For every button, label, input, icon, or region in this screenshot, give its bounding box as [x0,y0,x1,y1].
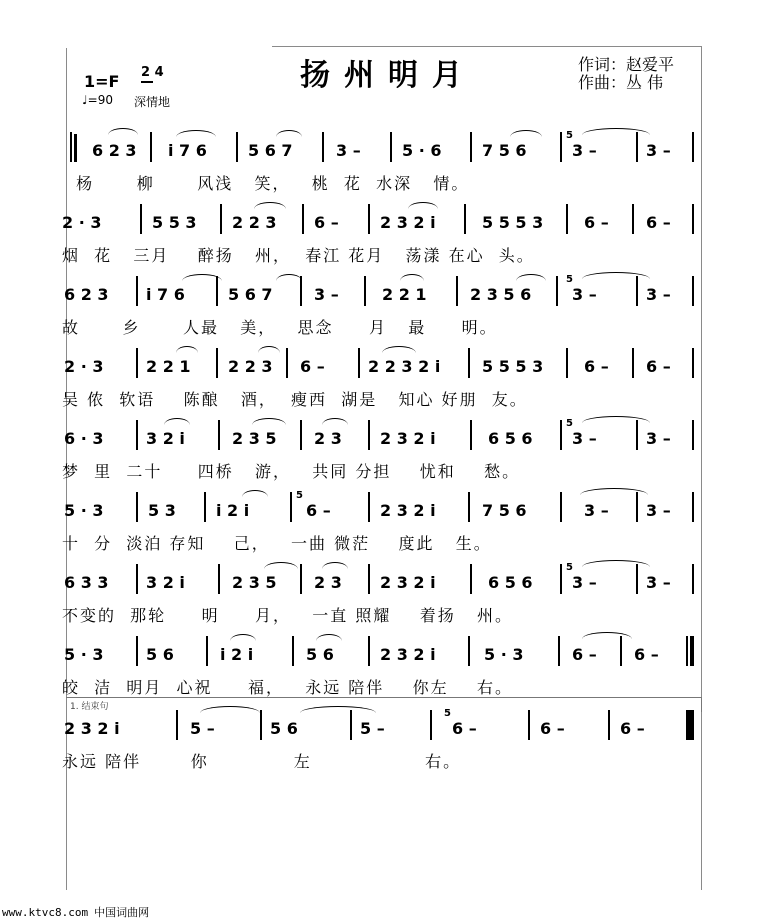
measure-notes: 3 – [646,141,671,160]
bar-line [300,420,302,450]
measure-notes: 2 3 5 6 [470,285,532,304]
slur-mark [582,416,650,423]
measure-notes: i 2 i [216,501,250,520]
measure-notes: 3 – [584,501,609,520]
time-signature-top: 2 [141,65,151,80]
bar-line [260,710,262,740]
slur-mark [276,274,302,281]
measure-notes: 2 · 3 [64,357,104,376]
measure-notes: 3 – [646,501,671,520]
measure-notes: 6 2 3 [64,285,109,304]
lyrics-line: 十 分 淡泊 存知 己， 一曲 微茫 度此 生。 [62,534,492,553]
bar-line [566,348,568,378]
measure-notes: 6 · 3 [64,429,104,448]
slur-mark [264,562,298,569]
measure-notes: 6 5 6 [488,573,533,592]
measure-notes: 5 5 3 [152,213,197,232]
slur-mark [316,634,342,641]
time-signature-bottom: 4 [154,65,164,80]
slur-mark [176,130,216,137]
bar-line [136,420,138,450]
slur-mark [258,346,280,353]
score-frame-top [272,46,702,47]
slur-mark [516,274,546,281]
notation-line [0,272,766,312]
bar-line [528,710,530,740]
grace-note: 5 [566,130,573,141]
lyricist-credit: 作词：赵爱平 [578,55,675,74]
bar-line [608,710,610,740]
repeat-end-sign [690,636,694,666]
bar-line [218,564,220,594]
bar-line [176,710,178,740]
measure-notes: 6 2 3 [92,141,137,160]
lyrics-line: 吴 侬 软语 陈酿 酒， 瘦西 湖是 知心 好朋 友。 [62,390,528,409]
bar-line [556,276,558,306]
bar-line [136,636,138,666]
slur-mark [164,418,190,425]
measure-notes: 3 – [572,141,597,160]
measure-notes: 6 – [452,719,477,738]
lyrics-line: 不变的 那轮 明 月， 一直 照耀 着扬 州。 [62,606,513,625]
slur-mark [230,634,256,641]
bar-line [692,132,694,162]
slur-mark [580,488,648,495]
notation-line [0,560,766,600]
measure-notes: 2 3 2 i [380,645,436,664]
measure-notes: 3 – [314,285,339,304]
bar-line [368,420,370,450]
bar-line [468,348,470,378]
measure-notes: 3 2 i [146,573,185,592]
bar-line [692,276,694,306]
bar-line [368,636,370,666]
song-title: 扬州明月 [300,58,476,93]
bar-line [636,564,638,594]
measure-notes: 5 6 [146,645,174,664]
measure-notes: 6 – [540,719,565,738]
bar-line [350,710,352,740]
staff-row [0,272,766,342]
bar-line [636,276,638,306]
lyrics-line: 皎 洁 明月 心祝 福， 永远 陪伴 你左 右。 [62,678,513,697]
measure-notes: 5 6 7 [228,285,273,304]
measure-notes: 6 – [620,719,645,738]
grace-note: 5 [296,490,303,501]
slur-mark [276,130,302,137]
measure-notes: 5 · 3 [64,645,104,664]
slur-mark [242,490,268,497]
lyrics-line: 永远 陪伴 你 左 右。 [62,752,462,771]
bar-line [692,710,694,740]
grace-note: 5 [444,708,451,719]
staff-row [0,560,766,630]
measure-notes: 2 2 1 [382,285,427,304]
measure-notes: 5 5 5 3 [482,213,544,232]
slur-mark [582,560,650,567]
measure-notes: 7 5 6 [482,501,527,520]
bar-line [364,276,366,306]
bar-line [560,132,562,162]
measure-notes: 5 5 5 3 [482,357,544,376]
measure-notes: 5 · 3 [484,645,524,664]
measure-notes: 6 – [572,645,597,664]
measure-notes: 2 3 2 i [380,429,436,448]
measure-notes: i 7 6 [146,285,185,304]
bar-line [560,420,562,450]
staff-row [0,632,766,702]
bar-line [302,204,304,234]
slur-mark [382,346,416,353]
bar-line [236,132,238,162]
staff-row [0,488,766,558]
measure-notes: 2 3 2 i [380,501,436,520]
expression-marking: 深情地 [134,95,171,109]
measure-notes: 6 – [306,501,331,520]
bar-line [636,420,638,450]
measure-notes: 2 3 2 i [380,573,436,592]
measure-notes: 6 – [584,357,609,376]
bar-line [136,276,138,306]
first-ending-bracket [66,697,702,712]
slur-mark [108,128,138,135]
bar-line [470,564,472,594]
measure-notes: i 2 i [220,645,254,664]
slur-mark [582,128,650,135]
bar-line [368,204,370,234]
bar-line [636,132,638,162]
measure-notes: 2 2 3 [228,357,273,376]
footer-site-url: www.ktvc8.com [2,906,89,919]
measure-notes: 6 5 6 [488,429,533,448]
bar-line [558,636,560,666]
slur-mark [252,418,286,425]
bar-line [218,420,220,450]
slur-mark [176,346,198,353]
slur-mark [322,562,348,569]
bar-line [140,204,142,234]
notation-line [0,200,766,240]
bar-line [368,492,370,522]
bar-line [468,636,470,666]
measure-notes: 6 3 3 [64,573,109,592]
bar-line [290,492,292,522]
slur-mark [254,202,286,209]
measure-notes: i 7 6 [168,141,207,160]
measure-notes: 5 3 [148,501,176,520]
measure-notes: 2 3 2 i [380,213,436,232]
bar-line [560,564,562,594]
bar-line [150,132,152,162]
tempo-marking: ♩=90 [82,93,113,107]
lyrics-line: 故 乡 人最 美， 思念 月 最 明。 [62,318,498,337]
grace-note: 5 [566,562,573,573]
staff-row [0,416,766,486]
grace-note: 5 [566,418,573,429]
measure-notes: 2 · 3 [62,213,102,232]
measure-notes: 2 3 2 i [64,719,120,738]
bar-line [300,564,302,594]
measure-notes: 5 – [360,719,385,738]
measure-notes: 2 2 3 [232,213,277,232]
measure-notes: 2 3 [314,429,342,448]
time-signature [141,66,164,80]
bar-line [216,348,218,378]
bar-line [368,564,370,594]
bar-line [430,710,432,740]
bar-line [636,492,638,522]
measure-notes: 6 – [584,213,609,232]
bar-line [470,132,472,162]
grace-note: 5 [566,274,573,285]
footer-watermark [2,904,149,920]
bar-line [566,204,568,234]
bar-line [136,348,138,378]
bar-line [456,276,458,306]
slur-mark [400,274,424,281]
bar-line [692,492,694,522]
footer-site-name: 中国词曲网 [94,906,150,919]
notation-line [0,416,766,456]
bar-line [692,420,694,450]
measure-notes: 3 – [572,573,597,592]
slur-mark [322,418,348,425]
measure-notes: 6 – [314,213,339,232]
bar-line [204,492,206,522]
bar-line [292,636,294,666]
bar-line [220,204,222,234]
key-signature: 1=F [84,72,120,91]
measure-notes: 5 6 [306,645,334,664]
measure-notes: 5 – [190,719,215,738]
measure-notes: 2 2 1 [146,357,191,376]
slur-mark [182,274,222,281]
bar-line [136,492,138,522]
measure-notes: 6 – [634,645,659,664]
measure-notes: 5 · 6 [402,141,442,160]
bar-line [560,492,562,522]
bar-line [692,348,694,378]
bar-line [206,636,208,666]
bar-line [322,132,324,162]
lyrics-line: 杨 柳 风浅 笑， 桃 花 水深 情。 [62,174,470,193]
staff-row [0,344,766,414]
notation-line [0,632,766,672]
repeat-start-sign [74,134,77,162]
bar-line [468,492,470,522]
measure-notes: 6 – [300,357,325,376]
composer-credit: 作曲：丛 伟 [578,73,664,92]
final-barline [688,710,692,740]
bar-line [470,420,472,450]
lyrics-line: 梦 里 二十 四桥 游， 共同 分担 忧和 愁。 [62,462,521,481]
measure-notes: 3 – [572,285,597,304]
slur-mark [582,272,650,279]
notation-line [0,488,766,528]
measure-notes: 7 5 6 [482,141,527,160]
measure-notes: 3 2 i [146,429,185,448]
slur-mark [510,130,542,137]
bar-line [70,132,72,162]
bar-line [464,204,466,234]
first-ending-label: 1. 结束句 [70,702,109,712]
staff-row [0,128,766,198]
measure-notes: 3 – [646,573,671,592]
measure-notes: 3 – [336,141,361,160]
bar-line [136,564,138,594]
bar-line [692,564,694,594]
bar-line [620,636,622,666]
measure-notes: 6 – [646,213,671,232]
staff-row [0,706,766,776]
measure-notes: 5 6 7 [248,141,293,160]
measure-notes: 2 3 5 [232,573,277,592]
slur-mark [408,202,438,209]
measure-notes: 2 2 3 2 i [368,357,441,376]
bar-line [358,348,360,378]
measure-notes: 3 – [646,429,671,448]
notation-line [0,706,766,746]
slur-mark [582,632,632,639]
bar-line [686,636,688,666]
staff-row [0,200,766,270]
bar-line [632,348,634,378]
bar-line [692,204,694,234]
measure-notes: 6 – [646,357,671,376]
bar-line [286,348,288,378]
bar-line [632,204,634,234]
measure-notes: 2 3 5 [232,429,277,448]
measure-notes: 3 – [646,285,671,304]
measure-notes: 3 – [572,429,597,448]
bar-line [390,132,392,162]
measure-notes: 2 3 [314,573,342,592]
lyrics-line: 烟 花 三月 醉扬 州， 春江 花月 荡漾 在心 头。 [62,246,535,265]
measure-notes: 5 · 3 [64,501,104,520]
measure-notes: 5 6 [270,719,298,738]
